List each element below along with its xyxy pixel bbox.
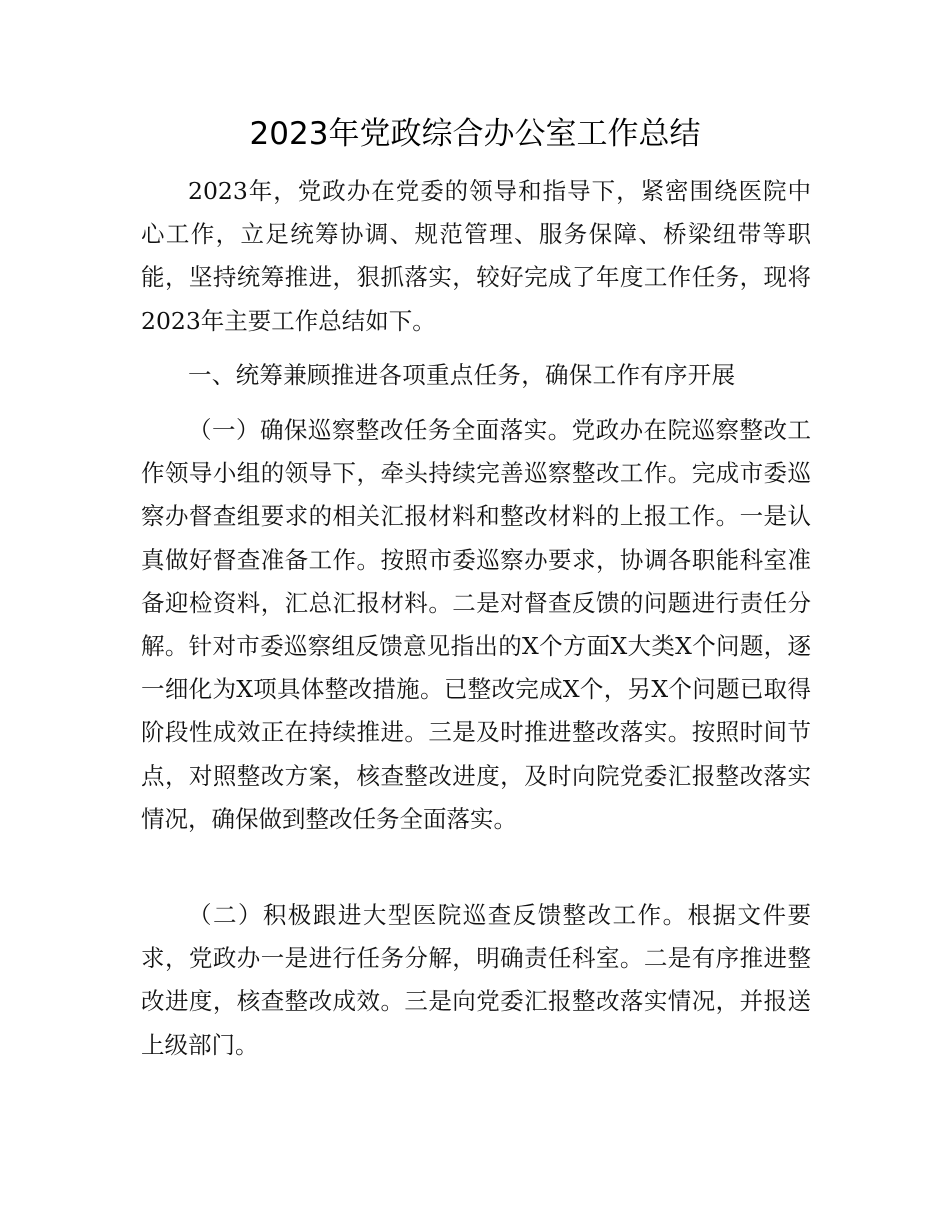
section-2-paragraph: （二）积极跟进大型医院巡查反馈整改工作。根据文件要求，党政办一是进行任务分解，明确责任科室。二是有序推进整改进度，核查整改成效。三是向党委汇报整改落实情况，并报送上级部门。 (141, 901, 811, 1059)
intro-paragraph: 2023年，党政办在党委的领导和指导下，紧密围绕医院中心工作，立足统筹协调、规范管理、服务保障、桥梁纽带等职能，坚持统筹推进，狠抓落实，较好完成了年度工作任务，现将2023年主要工作总结如下。 (141, 177, 811, 335)
section-heading-1: 一、统筹兼顾推进各项重点任务，确保工作有序开展 (188, 361, 736, 389)
document-title: 2023年党政综合办公室工作总结 (249, 116, 701, 152)
section-1-paragraph: （一）确保巡察整改任务全面落实。党政办在院巡察整改工作领导小组的领导下，牵头持续完善巡察整改工作。完成市委巡察办督查组要求的相关汇报材料和整改材料的上报工作。一是认真做好督查准备工作。按照市委巡察办要求，协调各职能科室准备迎检资料，汇总汇报材料。二是对督查反馈的问题进行责任分解。针对市委巡察组反馈意见指出的X个方面X大类X个问题，逐一细化为X项具体整改措施。已整改完成X个，另X个问题已取得阶段性成效正在持续推进。三是及时推进整改落实。按照时间节点，对照整改方案，核查整改进度，及时向院党委汇报整改落实情况，确保做到整改任务全面落实。 (141, 416, 811, 833)
